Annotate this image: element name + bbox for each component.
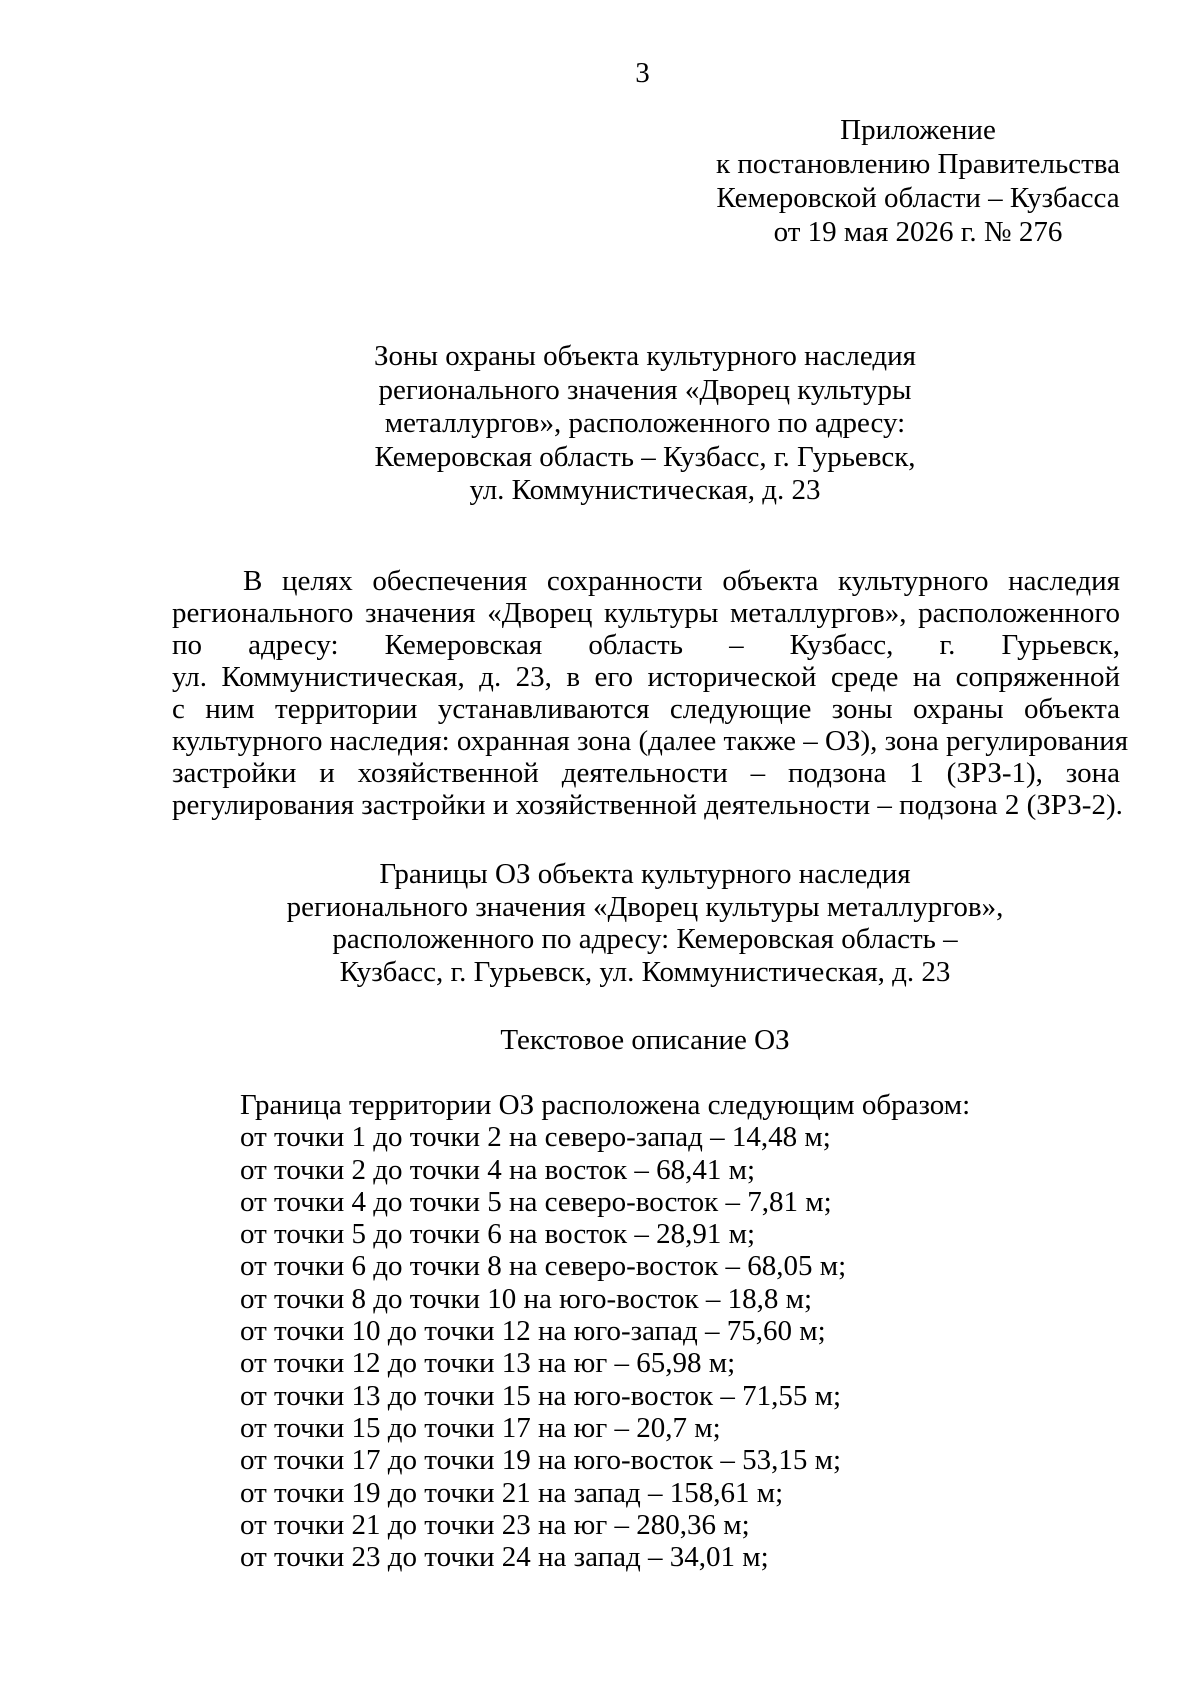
boundary-segment: от точки 17 до точки 19 на юго-восток – 53,15 м; (240, 1444, 842, 1477)
subtitle-line: регионального значения «Дворец культуры металлургов», (286, 890, 1004, 923)
boundary-segment: от точки 13 до точки 15 на юго-восток – 71,55 м; (240, 1379, 842, 1412)
intro-line: культурного наследия: охранная зона (далее также – ОЗ), зона регулирования (172, 725, 1129, 757)
appendix-line: к постановлению Правительства (716, 148, 1120, 180)
description-heading: Текстовое описание ОЗ (500, 1024, 790, 1056)
boundary-intro: Граница территории ОЗ расположена следующим образом: (240, 1089, 971, 1121)
intro-paragraph (172, 565, 1129, 821)
boundary-segment: от точки 19 до точки 21 на запад – 158,61 м; (240, 1476, 784, 1509)
appendix-line: Кемеровской области – Кузбасса (716, 182, 1120, 214)
subtitle-line: Кузбасс, г. Гурьевск, ул. Коммунистическая, д. 23 (339, 955, 951, 988)
boundary-segment: от точки 4 до точки 5 на северо-восток – 7,81 м; (240, 1185, 832, 1218)
appendix-line: Приложение (840, 114, 996, 146)
page-number: 3 (635, 57, 650, 89)
subtitle-line: расположенного по адресу: Кемеровская область – (332, 923, 958, 955)
section-subtitle (230, 858, 1060, 988)
title-line: металлургов», расположенного по адресу: (384, 407, 906, 439)
boundary-description (240, 1089, 1100, 1573)
title-line: регионального значения «Дворец культуры (378, 373, 912, 406)
subtitle-line: Границы ОЗ объекта культурного наследия (379, 858, 911, 890)
boundary-segment: от точки 8 до точки 10 на юго-восток – 18,8 м; (240, 1282, 813, 1315)
intro-line: застройки и хозяйственной деятельности – подзона 1 (ЗРЗ-1), зона (172, 757, 1120, 789)
boundary-segment: от точки 10 до точки 12 на юго-запад – 75,60 м; (240, 1315, 826, 1348)
boundary-segment: от точки 15 до точки 17 на юг – 20,7 м; (240, 1411, 721, 1444)
intro-line: с ним территории устанавливаются следующие зоны охраны объекта (172, 693, 1120, 725)
title-line: ул. Коммунистическая, д. 23 (469, 474, 821, 506)
boundary-segment: от точки 2 до точки 4 на восток – 68,41 м; (240, 1153, 756, 1186)
boundary-segment: от точки 5 до точки 6 на восток – 28,91 м; (240, 1218, 756, 1251)
boundary-segment: от точки 6 до точки 8 на северо-восток – 68,05 м; (240, 1250, 847, 1283)
intro-line: регионального значения «Дворец культуры металлургов», расположенного (172, 597, 1120, 629)
boundary-segment: от точки 1 до точки 2 на северо-запад – 14,48 м; (240, 1121, 831, 1154)
document-title (300, 340, 990, 508)
intro-line: В целях обеспечения сохранности объекта культурного наследия (243, 565, 1120, 597)
title-line: Кемеровская область – Кузбасс, г. Гурьевск, (374, 440, 916, 473)
boundary-segment: от точки 23 до точки 24 на запад – 34,01 м; (240, 1541, 769, 1574)
boundary-segment: от точки 12 до точки 13 на юг – 65,98 м; (240, 1347, 736, 1380)
intro-line: ул. Коммунистическая, д. 23, в его исторической среде на сопряженной (172, 661, 1120, 693)
title-line: Зоны охраны объекта культурного наследия (373, 340, 916, 372)
appendix-line: от 19 мая 2026 г. № 276 (773, 216, 1063, 248)
intro-line: по адресу: Кемеровская область – Кузбасс, г. Гурьевск, (172, 629, 1120, 661)
boundary-segment: от точки 21 до точки 23 на юг – 280,36 м; (240, 1508, 750, 1541)
appendix-block (698, 113, 1138, 249)
intro-line: регулирования застройки и хозяйственной деятельности – подзона 2 (ЗРЗ-2). (172, 789, 1123, 821)
